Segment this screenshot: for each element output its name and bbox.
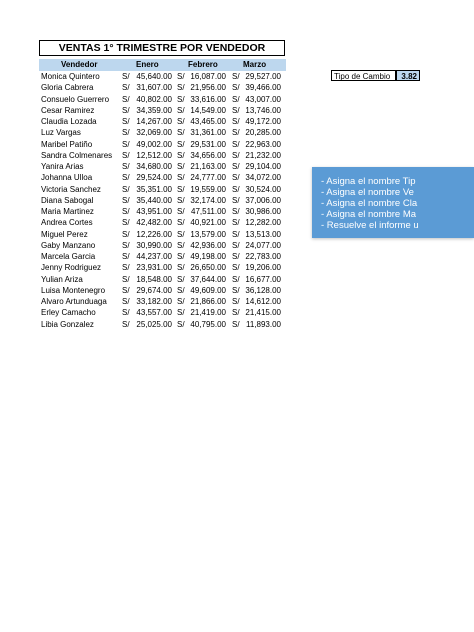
table-row bbox=[39, 184, 289, 195]
currency-symbol[interactable]: S/ bbox=[232, 207, 240, 216]
febrero-value[interactable]: 19,559.00 bbox=[190, 184, 226, 194]
currency-symbol[interactable]: S/ bbox=[177, 150, 185, 160]
febrero-value[interactable]: 24,777.00 bbox=[190, 173, 226, 183]
tipo-cambio-label[interactable]: Tipo de Cambio bbox=[331, 70, 396, 81]
febrero-value[interactable]: 49,198.00 bbox=[190, 252, 226, 261]
currency-symbol[interactable]: S/ bbox=[232, 105, 240, 115]
currency-symbol[interactable]: S/ bbox=[122, 195, 130, 205]
currency-symbol[interactable]: S/ bbox=[122, 139, 130, 149]
enero-value[interactable]: 33,182.00 bbox=[136, 297, 172, 306]
marzo-value[interactable]: 43,007.00 bbox=[245, 94, 281, 104]
currency-symbol[interactable]: S/ bbox=[232, 94, 240, 104]
table-row bbox=[39, 105, 289, 116]
marzo-value[interactable]: 34,072.00 bbox=[245, 173, 281, 183]
currency-symbol[interactable]: S/ bbox=[232, 229, 240, 239]
table-row bbox=[39, 274, 289, 285]
currency-symbol[interactable]: S/ bbox=[177, 274, 185, 284]
currency-symbol[interactable]: S/ bbox=[122, 184, 130, 194]
table-row bbox=[39, 217, 289, 228]
tipo-cambio-value[interactable]: 3.82 bbox=[396, 70, 420, 81]
header-vendedor: Vendedor bbox=[61, 60, 98, 69]
currency-symbol[interactable]: S/ bbox=[177, 94, 185, 104]
currency-symbol[interactable]: S/ bbox=[122, 173, 130, 183]
currency-symbol[interactable]: S/ bbox=[232, 72, 240, 81]
currency-symbol[interactable]: S/ bbox=[177, 308, 185, 318]
currency-symbol[interactable]: S/ bbox=[232, 252, 240, 261]
table-header bbox=[39, 59, 286, 71]
enero-value[interactable]: 29,524.00 bbox=[136, 173, 172, 183]
instruction-item: - Resuelve el informe u bbox=[321, 220, 419, 231]
marzo-value[interactable]: 29,104.00 bbox=[245, 162, 281, 171]
vendedor-name[interactable]: Sandra Colmenares bbox=[41, 150, 113, 160]
instructions-list bbox=[312, 167, 474, 231]
currency-symbol[interactable]: S/ bbox=[122, 218, 130, 228]
febrero-value[interactable]: 37,644.00 bbox=[190, 274, 226, 284]
enero-value[interactable]: 35,440.00 bbox=[136, 195, 172, 205]
currency-symbol[interactable]: S/ bbox=[232, 240, 240, 250]
vendedor-name[interactable]: Victoria Sanchez bbox=[41, 184, 101, 194]
sheet-title: VENTAS 1° TRIMESTRE POR VENDEDOR bbox=[39, 40, 285, 56]
vendedor-name[interactable]: Consuelo Guerrero bbox=[41, 94, 110, 104]
currency-symbol[interactable]: S/ bbox=[122, 207, 130, 216]
febrero-value[interactable]: 16,087.00 bbox=[190, 72, 226, 81]
table-row bbox=[39, 319, 289, 330]
table-row bbox=[39, 82, 289, 93]
marzo-value[interactable]: 36,128.00 bbox=[245, 285, 281, 295]
febrero-value[interactable]: 43,465.00 bbox=[190, 117, 226, 126]
vendedor-name[interactable]: Alvaro Artunduaga bbox=[41, 297, 107, 306]
currency-symbol[interactable]: S/ bbox=[232, 285, 240, 295]
currency-symbol[interactable]: S/ bbox=[232, 274, 240, 284]
table-row bbox=[39, 262, 289, 273]
currency-symbol[interactable]: S/ bbox=[232, 319, 240, 329]
currency-symbol[interactable]: S/ bbox=[232, 297, 240, 306]
currency-symbol[interactable]: S/ bbox=[232, 117, 240, 126]
instruction-item: - Asigna el nombre Ve bbox=[321, 187, 414, 198]
table-row bbox=[39, 285, 289, 296]
currency-symbol[interactable]: S/ bbox=[177, 162, 185, 171]
febrero-value[interactable]: 29,531.00 bbox=[190, 139, 226, 149]
currency-symbol[interactable]: S/ bbox=[122, 263, 130, 273]
vendedor-name[interactable]: Luz Vargas bbox=[41, 128, 81, 138]
enero-value[interactable]: 44,237.00 bbox=[136, 252, 172, 261]
enero-value[interactable]: 40,802.00 bbox=[136, 94, 172, 104]
febrero-value[interactable]: 26,650.00 bbox=[190, 263, 226, 273]
currency-symbol[interactable]: S/ bbox=[122, 162, 130, 171]
enero-value[interactable]: 29,674.00 bbox=[136, 285, 172, 295]
marzo-value[interactable]: 16,677.00 bbox=[245, 274, 281, 284]
vendedor-name[interactable]: Diana Sabogal bbox=[41, 195, 94, 205]
currency-symbol[interactable]: S/ bbox=[177, 128, 185, 138]
currency-symbol[interactable]: S/ bbox=[177, 173, 185, 183]
febrero-value[interactable]: 47,511.00 bbox=[191, 207, 226, 216]
table-row bbox=[39, 172, 289, 183]
marzo-value[interactable]: 11,893.00 bbox=[246, 319, 281, 329]
vendedor-name[interactable]: Maria Martinez bbox=[41, 207, 94, 216]
marzo-value[interactable]: 30,986.00 bbox=[245, 207, 281, 216]
marzo-value[interactable]: 39,466.00 bbox=[245, 83, 281, 93]
vendedor-name[interactable]: Andrea Cortes bbox=[41, 218, 93, 228]
currency-symbol[interactable]: S/ bbox=[122, 105, 130, 115]
currency-symbol[interactable]: S/ bbox=[177, 218, 185, 228]
currency-symbol[interactable]: S/ bbox=[122, 240, 130, 250]
table-row bbox=[39, 139, 289, 150]
table-row bbox=[39, 71, 289, 82]
febrero-value[interactable]: 40,795.00 bbox=[190, 319, 226, 329]
sales-table-body bbox=[39, 71, 289, 330]
currency-symbol[interactable]: S/ bbox=[122, 83, 130, 93]
febrero-value[interactable]: 14,549.00 bbox=[190, 105, 226, 115]
enero-value[interactable]: 43,951.00 bbox=[136, 207, 172, 216]
vendedor-name[interactable]: Libia Gonzalez bbox=[41, 319, 94, 329]
febrero-value[interactable]: 34,656.00 bbox=[190, 150, 226, 160]
enero-value[interactable]: 31,607.00 bbox=[136, 83, 172, 93]
currency-symbol[interactable]: S/ bbox=[232, 308, 240, 318]
vendedor-name[interactable]: Monica Quintero bbox=[41, 72, 100, 81]
table-row bbox=[39, 206, 289, 217]
currency-symbol[interactable]: S/ bbox=[177, 83, 185, 93]
marzo-value[interactable]: 13,746.00 bbox=[245, 105, 281, 115]
febrero-value[interactable]: 42,936.00 bbox=[190, 240, 226, 250]
febrero-value[interactable]: 32,174.00 bbox=[190, 195, 226, 205]
currency-symbol[interactable]: S/ bbox=[177, 117, 185, 126]
currency-symbol[interactable]: S/ bbox=[122, 319, 130, 329]
currency-symbol[interactable]: S/ bbox=[232, 128, 240, 138]
febrero-value[interactable]: 21,956.00 bbox=[190, 83, 226, 93]
currency-symbol[interactable]: S/ bbox=[177, 105, 185, 115]
currency-symbol[interactable]: S/ bbox=[122, 285, 130, 295]
febrero-value[interactable]: 13,579.00 bbox=[190, 229, 226, 239]
enero-value[interactable]: 30,990.00 bbox=[136, 240, 172, 250]
currency-symbol[interactable]: S/ bbox=[177, 285, 185, 295]
vendedor-name[interactable]: Luisa Montenegro bbox=[41, 285, 106, 295]
marzo-value[interactable]: 14,612.00 bbox=[245, 297, 281, 306]
marzo-value[interactable]: 29,527.00 bbox=[245, 72, 281, 81]
enero-value[interactable]: 32,069.00 bbox=[136, 128, 172, 138]
currency-symbol[interactable]: S/ bbox=[177, 297, 185, 306]
marzo-value[interactable]: 21,232.00 bbox=[245, 150, 281, 160]
table-row bbox=[39, 150, 289, 161]
febrero-value[interactable]: 21,163.00 bbox=[190, 162, 226, 171]
table-row bbox=[39, 307, 289, 318]
marzo-value[interactable]: 24,077.00 bbox=[245, 240, 281, 250]
instructions-shape[interactable] bbox=[312, 167, 474, 238]
instruction-item: - Asigna el nombre Cla bbox=[321, 198, 418, 209]
marzo-value[interactable]: 19,206.00 bbox=[245, 263, 281, 273]
enero-value[interactable]: 25,025.00 bbox=[136, 319, 172, 329]
febrero-value[interactable]: 21,419.00 bbox=[190, 308, 226, 318]
currency-symbol[interactable]: S/ bbox=[122, 150, 130, 160]
currency-symbol[interactable]: S/ bbox=[177, 229, 185, 239]
enero-value[interactable]: 12,226.00 bbox=[136, 229, 172, 239]
table-row bbox=[39, 251, 289, 262]
marzo-value[interactable]: 22,963.00 bbox=[245, 139, 281, 149]
vendedor-name[interactable]: Miguel Perez bbox=[41, 229, 88, 239]
table-row bbox=[39, 127, 289, 138]
enero-value[interactable]: 34,359.00 bbox=[136, 105, 172, 115]
currency-symbol[interactable]: S/ bbox=[122, 308, 130, 318]
febrero-value[interactable]: 40,921.00 bbox=[190, 218, 226, 228]
table-row bbox=[39, 296, 289, 307]
vendedor-name[interactable]: Claudia Lozada bbox=[41, 117, 97, 126]
enero-value[interactable]: 14,267.00 bbox=[136, 117, 172, 126]
currency-symbol[interactable]: S/ bbox=[177, 263, 185, 273]
currency-symbol[interactable]: S/ bbox=[232, 184, 240, 194]
vendedor-name[interactable]: Maribel Patiño bbox=[41, 139, 93, 149]
currency-symbol[interactable]: S/ bbox=[122, 128, 130, 138]
currency-symbol[interactable]: S/ bbox=[177, 72, 185, 81]
vendedor-name[interactable]: Yulian Ariza bbox=[41, 274, 83, 284]
vendedor-name[interactable]: Gloria Cabrera bbox=[41, 83, 94, 93]
vendedor-name[interactable]: Jenny Rodriguez bbox=[41, 263, 102, 273]
vendedor-name[interactable]: Johanna Ulloa bbox=[41, 173, 93, 183]
febrero-value[interactable]: 49,609.00 bbox=[190, 285, 226, 295]
currency-symbol[interactable]: S/ bbox=[232, 162, 240, 171]
currency-symbol[interactable]: S/ bbox=[177, 240, 185, 250]
currency-symbol[interactable]: S/ bbox=[122, 274, 130, 284]
vendedor-name[interactable]: Cesar Ramirez bbox=[41, 105, 95, 115]
currency-symbol[interactable]: S/ bbox=[122, 117, 130, 126]
table-row bbox=[39, 195, 289, 206]
table-row bbox=[39, 94, 289, 105]
currency-symbol[interactable]: S/ bbox=[232, 150, 240, 160]
instruction-item: - Asigna el nombre Ma bbox=[321, 209, 417, 220]
currency-symbol[interactable]: S/ bbox=[232, 263, 240, 273]
enero-value[interactable]: 43,557.00 bbox=[136, 308, 172, 318]
currency-symbol[interactable]: S/ bbox=[232, 139, 240, 149]
enero-value[interactable]: 34,680.00 bbox=[136, 162, 172, 171]
currency-symbol[interactable]: S/ bbox=[122, 72, 130, 81]
vendedor-name[interactable]: Marcela Garcia bbox=[41, 252, 96, 261]
table-row bbox=[39, 240, 289, 251]
vendedor-name[interactable]: Erley Camacho bbox=[41, 308, 96, 318]
header-marzo: Marzo bbox=[243, 60, 267, 69]
currency-symbol[interactable]: S/ bbox=[177, 139, 185, 149]
currency-symbol[interactable]: S/ bbox=[232, 173, 240, 183]
enero-value[interactable]: 23,931.00 bbox=[136, 263, 172, 273]
marzo-value[interactable]: 49,172.00 bbox=[245, 117, 281, 126]
currency-symbol[interactable]: S/ bbox=[232, 218, 240, 228]
enero-value[interactable]: 49,002.00 bbox=[136, 139, 172, 149]
header-febrero: Febrero bbox=[188, 60, 218, 69]
currency-symbol[interactable]: S/ bbox=[122, 252, 130, 261]
marzo-value[interactable]: 21,415.00 bbox=[245, 308, 281, 318]
table-row bbox=[39, 229, 289, 240]
currency-symbol[interactable]: S/ bbox=[177, 319, 185, 329]
currency-symbol[interactable]: S/ bbox=[177, 195, 185, 205]
currency-symbol[interactable]: S/ bbox=[122, 229, 130, 239]
enero-value[interactable]: 18,548.00 bbox=[136, 274, 172, 284]
marzo-value[interactable]: 22,783.00 bbox=[245, 252, 281, 261]
currency-symbol[interactable]: S/ bbox=[177, 252, 185, 261]
table-row bbox=[39, 161, 289, 172]
instruction-item: - Asigna el nombre Tip bbox=[321, 176, 416, 187]
currency-symbol[interactable]: S/ bbox=[232, 195, 240, 205]
marzo-value[interactable]: 30,524.00 bbox=[245, 184, 281, 194]
marzo-value[interactable]: 12,282.00 bbox=[245, 218, 281, 228]
enero-value[interactable]: 42,482.00 bbox=[136, 218, 172, 228]
febrero-value[interactable]: 21,866.00 bbox=[190, 297, 226, 306]
currency-symbol[interactable]: S/ bbox=[177, 184, 185, 194]
marzo-value[interactable]: 37,006.00 bbox=[245, 195, 281, 205]
currency-symbol[interactable]: S/ bbox=[177, 207, 185, 216]
enero-value[interactable]: 45,640.00 bbox=[136, 72, 172, 81]
febrero-value[interactable]: 33,616.00 bbox=[190, 94, 226, 104]
febrero-value[interactable]: 31,361.00 bbox=[190, 128, 226, 138]
currency-symbol[interactable]: S/ bbox=[122, 94, 130, 104]
marzo-value[interactable]: 20,285.00 bbox=[245, 128, 281, 138]
table-row bbox=[39, 116, 289, 127]
vendedor-name[interactable]: Yanira Arias bbox=[41, 162, 84, 171]
vendedor-name[interactable]: Gaby Manzano bbox=[41, 240, 96, 250]
currency-symbol[interactable]: S/ bbox=[122, 297, 130, 306]
currency-symbol[interactable]: S/ bbox=[232, 83, 240, 93]
marzo-value[interactable]: 13,513.00 bbox=[245, 229, 281, 239]
header-enero: Enero bbox=[136, 60, 159, 69]
enero-value[interactable]: 12,512.00 bbox=[136, 150, 172, 160]
enero-value[interactable]: 35,351.00 bbox=[136, 184, 172, 194]
